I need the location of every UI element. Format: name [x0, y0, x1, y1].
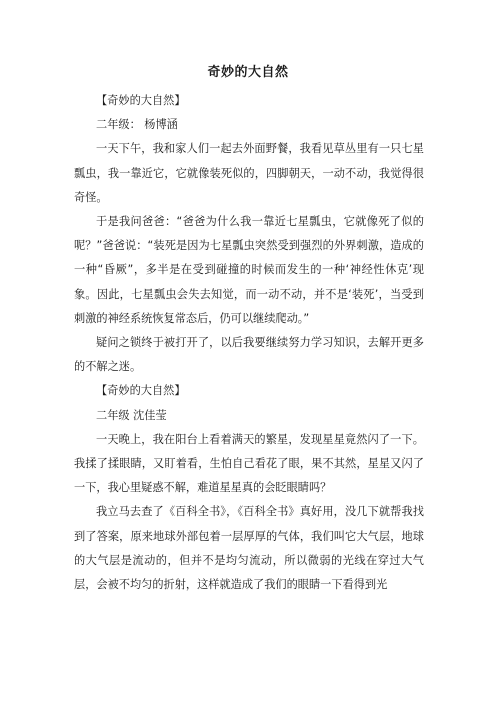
author-line: 二年级： 杨博涵: [96, 118, 178, 132]
essay-heading: 【奇妙的大自然】: [96, 94, 186, 107]
paragraph: 于是我问爸爸：“爸爸为什么我一靠近七星瓢虫，它就像死了似的呢？”爸爸说：“装死是因为七星瓢虫突然受到强烈的外界刺激，造成的一种“昏厥”，多半是在受到碰撞的时候而发生的一种‘神经性休克’现象。因此，七星瓢虫会失去知觉，而一动不动，并不是‘装死’，当受到刺激的神经系统恢复常态后，仍可以继续爬动。”: [74, 215, 424, 325]
paragraph: 我立马去查了《百科全书》，《百科全书》真好用，没几下就帮我找到了答案，原来地球外部包着一层厚厚的气体，我们叫它大气层，地球的大气层是流动的，但并不是均匀流动，所以微弱的光线在穿过大气层，会被不均匀的折射，这样就造成了我们的眼睛一下看得到光: [74, 505, 424, 592]
essay-body: [74, 89, 424, 597]
paragraph: 一天下午，我和家人们一起去外面野餐，我看见草丛里有一只七星瓢虫，我一靠近它，它就像装死似的，四脚朝天，一动不动，我觉得很奇怪。: [74, 142, 424, 204]
paragraph: 疑问之锁终于被打开了，以后我要继续努力学习知识，去解开更多的不解之迷。: [74, 336, 424, 374]
paragraph: 一天晚上，我在阳台上看着满天的繁星，发现星星竟然闪了一下。我揉了揉眼睛，又盯着看，生怕自己看花了眼，果不其然，星星又闪了一下，我心里疑惑不解，难道星星真的会眨眼睛吗？: [74, 432, 424, 495]
author-line: 二年级 沈佳莹: [96, 408, 167, 422]
essay-heading: 【奇妙的大自然】: [96, 384, 186, 398]
page-title: 奇妙的大自然: [207, 65, 289, 80]
